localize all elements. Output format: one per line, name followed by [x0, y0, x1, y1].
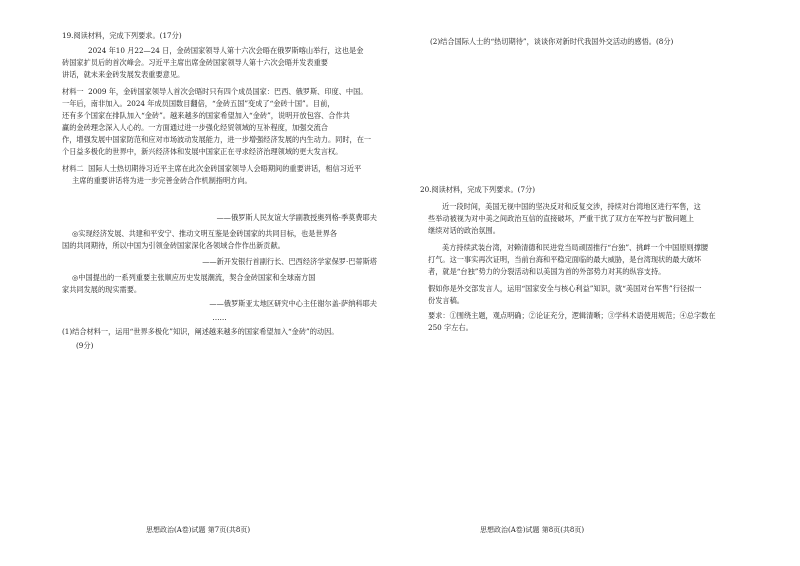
material2-line: ◎中国提出的一系列重要主张顺应历史发展潮流，契合金砖国家和全球南方国 — [72, 273, 316, 282]
material1-line: 还有多个国家在排队加入“金砖”。越来越多的国家希望加入“金砖”，说明开放包容、合作共 — [62, 111, 350, 120]
material2-line: 主席的重要讲话将为进一步完善金砖合作机制指明方向。 — [72, 176, 252, 185]
material1-line: 赢的金砖理念深入人心的。一方面通过进一步强化经贸领域的互补程度，加强交流合 — [62, 123, 328, 132]
q20-task-line: 假如你是外交部发言人，运用“国家安全与核心利益”知识，就“美国对台军售”行径拟一 — [428, 284, 702, 293]
q19-task1: (1)结合材料一，运用“世界多极化”知识，阐述越来越多的国家希望加入“金砖”的动因。 — [62, 327, 339, 336]
material2-attribution: ——新开发银行首副行长、巴西经济学家保罗·巴蒂斯塔 — [202, 257, 377, 266]
right-page — [400, 0, 800, 566]
q19-task1-score: (9分) — [76, 341, 94, 350]
material2-line: 材料二 国际人士热切期待习近平主席在此次金砖国家领导人会晤期间的重要讲话，相信习近平 — [62, 164, 362, 173]
q20-material-line: 者，就是“台独”势力的分裂活动和以美国为首的外部势力对其的纵容支持。 — [428, 267, 666, 276]
q19-intro-line: 2024 年10 月22—24 日，金砖国家领导人第十六次会晤在俄罗斯喀山举行，这也是金 — [88, 46, 364, 55]
q19-task2: (2)结合国际人士的“热切期待”，谈谈你对新时代我国外交活动的感悟。(8分) — [430, 37, 674, 46]
material2-attribution: ——俄罗斯亚太地区研究中心主任谢尔盖·萨纳科耶夫 — [209, 299, 377, 308]
q20-material-line: 打气。这一事实再次证明，当前台海和平稳定面临的最大威胁，是台湾现状的最大破坏 — [428, 255, 702, 264]
q20-material-line: 近一段时间，美国无视中国的坚决反对和反复交涉，持续对台湾地区进行军售，这 — [442, 202, 701, 211]
material2-line: 家共同发展的现实需要。 — [62, 285, 142, 294]
q20-material-line: 继续对话的政治氛围。 — [428, 226, 500, 235]
q19-intro-line: 讲话，就未来金砖发展发表重要意见。 — [62, 70, 185, 79]
material2-attribution: ——俄罗斯人民友谊大学副教授奥列格·季莫费耶夫 — [216, 213, 377, 222]
material2-line: 国的共同期待，所以中国为引领金砖国家深化各领域合作作出新贡献。 — [62, 241, 285, 250]
q19-intro-line: 砖国家扩员后的首次峰会。习近平主席出席金砖国家领导人第十六次会晤并发表重要 — [62, 58, 328, 67]
q20-requirements: 250 字左右。 — [428, 323, 473, 332]
q20-requirements: 要求：①围绕主题，观点明确；②论证充分，逻辑清晰；③学科术语使用规范；④总字数在 — [428, 311, 716, 320]
page-footer-8: 思想政治(A卷)试题 第8页(共8页) — [480, 526, 585, 534]
q20-material-line: 些举动被视为对中美之间政治互信的直接破坏，严重干扰了双方在军控与扩散问题上 — [428, 214, 694, 223]
material1-line: 一年后，南非加入。2024 年成员国数目翻倍，“金砖五国”变成了“金砖十国”。目前， — [62, 99, 335, 108]
page-footer-7: 思想政治(A卷)试题 第7页(共8页) — [146, 526, 251, 534]
material1-line: 材料一 2009 年，金砖国家领导人首次会晤时只有四个成员国家：巴西、俄罗斯、印度、中国。 — [62, 87, 368, 96]
q20-task-line: 份发言稿。 — [428, 296, 464, 305]
q20-header: 20.阅读材料，完成下列要求。(7分) — [420, 185, 536, 194]
material2-line: ◎实现经济发展、共建和平安宁、推动文明互鉴是金砖国家的共同目标，也是世界各 — [72, 229, 338, 238]
q20-material-line: 美方持续武装台湾，对赖清德和民进党当局顽固推行“台独”、挑衅一个中国原则撑腰 — [442, 243, 709, 252]
ellipsis: …… — [212, 313, 227, 322]
material1-line: 个日益多极化的世界中，新兴经济体和发展中国家正在寻求经济治理领域的更大发言权。 — [62, 147, 343, 156]
material1-line: 作，增强发展中国家防范和应对市场波动发展能力，进一步增强经济发展的内生动力。同时，在一 — [62, 135, 372, 144]
q19-header: 19.阅读材料，完成下列要求。(17分) — [62, 31, 182, 40]
